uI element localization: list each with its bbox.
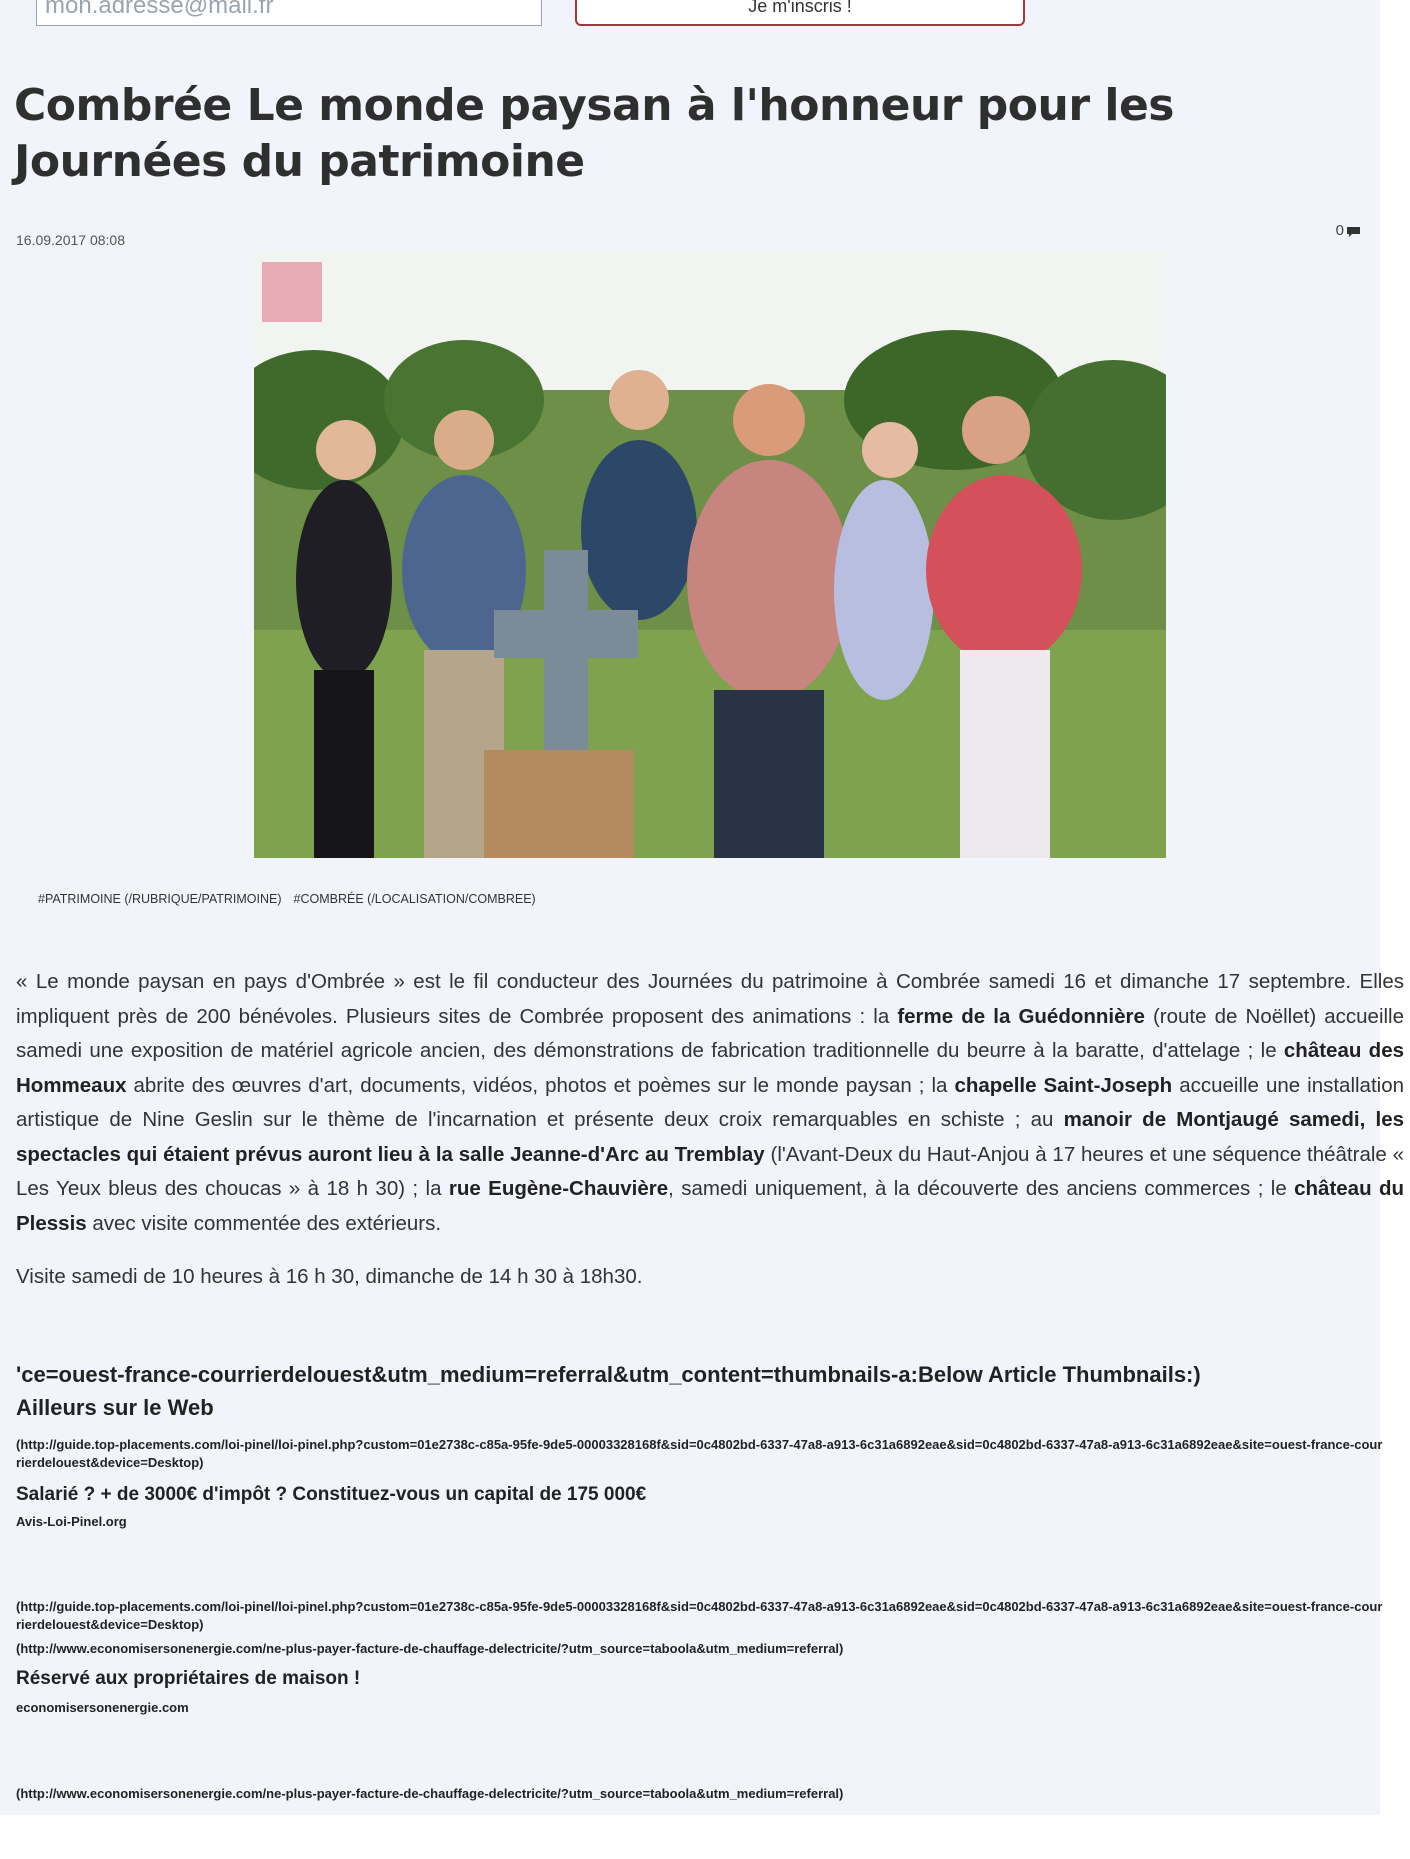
sponsored-link-source: economisersonenergie.com (16, 1700, 189, 1715)
comment-count: 0 (1335, 222, 1344, 239)
body-bold: ferme de la Guédonnière (897, 1004, 1145, 1028)
body-bold: château des Hommeaux (16, 1039, 1404, 1097)
body-text: abrite des œuvres d'art, documents, vidéos, photos et poèmes sur le monde paysan ; la (126, 1073, 955, 1097)
sponsored-link-source: Avis-Loi-Pinel.org (16, 1514, 127, 1529)
sponsored-link-url[interactable]: (http://www.economisersonenergie.com/ne-plus-payer-facture-de-chauffage-delectricite/?utm_source=taboola&utm_medium=referral) (16, 1786, 844, 1801)
body-text: (l'Avant-Deux du Haut-Anjou à 17 heures et une séquence théâtrale « Les Yeux bleus des choucas » à 18 h 30) ; la (16, 1142, 1404, 1200)
article-tags (38, 892, 536, 906)
article-title: Combrée Le monde paysan à l'honneur pour les Journées du patrimoine (14, 80, 1174, 187)
article-date: 16.09.2017 08:08 (16, 232, 125, 248)
sponsored-link-url[interactable]: (http://www.economisersonenergie.com/ne-plus-payer-facture-de-chauffage-delectricite/?utm_source=taboola&utm_medium=referral) (16, 1641, 844, 1656)
tag-combree[interactable]: #COMBRÉE (/LOCALISATION/COMBREE) (293, 892, 536, 906)
sponsored-link-title[interactable]: Salarié ? + de 3000€ d'impôt ? Constituez-vous un capital de 175 000€ (16, 1484, 647, 1505)
visit-hours: Visite samedi de 10 heures à 16 h 30, dimanche de 14 h 30 à 18h30. (16, 1265, 643, 1288)
tag-patrimoine[interactable]: #PATRIMOINE (/RUBRIQUE/PATRIMOINE) (38, 892, 282, 906)
comment-count-link[interactable] (1336, 222, 1360, 239)
speech-bubble-icon (1347, 225, 1360, 236)
related-heading: Ailleurs sur le Web (16, 1395, 214, 1420)
body-bold: château du Plessis (16, 1177, 1405, 1235)
sponsored-link-url[interactable]: (http://guide.top-placements.com/loi-pinel/loi-pinel.php?custom=01e2738c-c85a-95fe-9de5-00003328168f&sid=0c4802bd-6337-47a8-a913-6c31a6892eae&sid=0c4802bd-6337-47a8-a913-6c31a6892eae&site=ouest-france-courrierdelouest&device=Desktop) (16, 1437, 1383, 1470)
sponsored-link-url[interactable]: (http://guide.top-placements.com/loi-pinel/loi-pinel.php?custom=01e2738c-c85a-95fe-9de5-00003328168f&sid=0c4802bd-6337-47a8-a913-6c31a6892eae&sid=0c4802bd-6337-47a8-a913-6c31a6892eae&site=ouest-france-courrierdelouest&device=Desktop) (16, 1599, 1383, 1632)
email-input[interactable] (36, 0, 542, 26)
sponsored-link-title[interactable]: Réservé aux propriétaires de maison ! (16, 1668, 361, 1689)
body-text: avec visite commentée des extérieurs. (86, 1211, 442, 1235)
body-text: (route de Noëllet) accueille samedi une exposition de matériel agricole ancien, des démonstrations de fabrication traditionnelle du beurre à la baratte, d'attelage ; le (16, 1004, 1405, 1062)
article-body (16, 965, 1404, 1241)
body-text: « Le monde paysan en pays d'Ombrée » est le fil conducteur des Journées du patrimoine à Combrée samedi 16 et dimanche 17 septembre. Elles impliquent près de 200 bénévoles. Plusieurs sites de Combrée proposent des animations : la (16, 970, 1404, 1028)
utm-tracking-text: 'ce=ouest-france-courrierdelouest&utm_medium=referral&utm_content=thumbnails-a:Below Article Thumbnails:) (16, 1362, 1201, 1387)
body-text: , samedi uniquement, à la découverte des anciens commerces ; le (668, 1177, 1295, 1200)
body-bold: chapelle Saint-Joseph (954, 1073, 1173, 1097)
article-photo (254, 250, 1166, 858)
body-bold: manoir de Montjaugé samedi, les spectacles qui étaient prévus auront lieu à la salle Jeanne-d'Arc au Tremblay (16, 1108, 1404, 1166)
body-text: accueille une installation artistique de Nine Geslin sur le thème de l'incarnation et présente deux croix remarquables en schiste ; au (16, 1073, 1405, 1131)
photo-watermark-logo (262, 262, 322, 322)
subscribe-button[interactable]: Je m'inscris ! (575, 0, 1025, 26)
body-bold: rue Eugène-Chauvière (448, 1177, 669, 1200)
